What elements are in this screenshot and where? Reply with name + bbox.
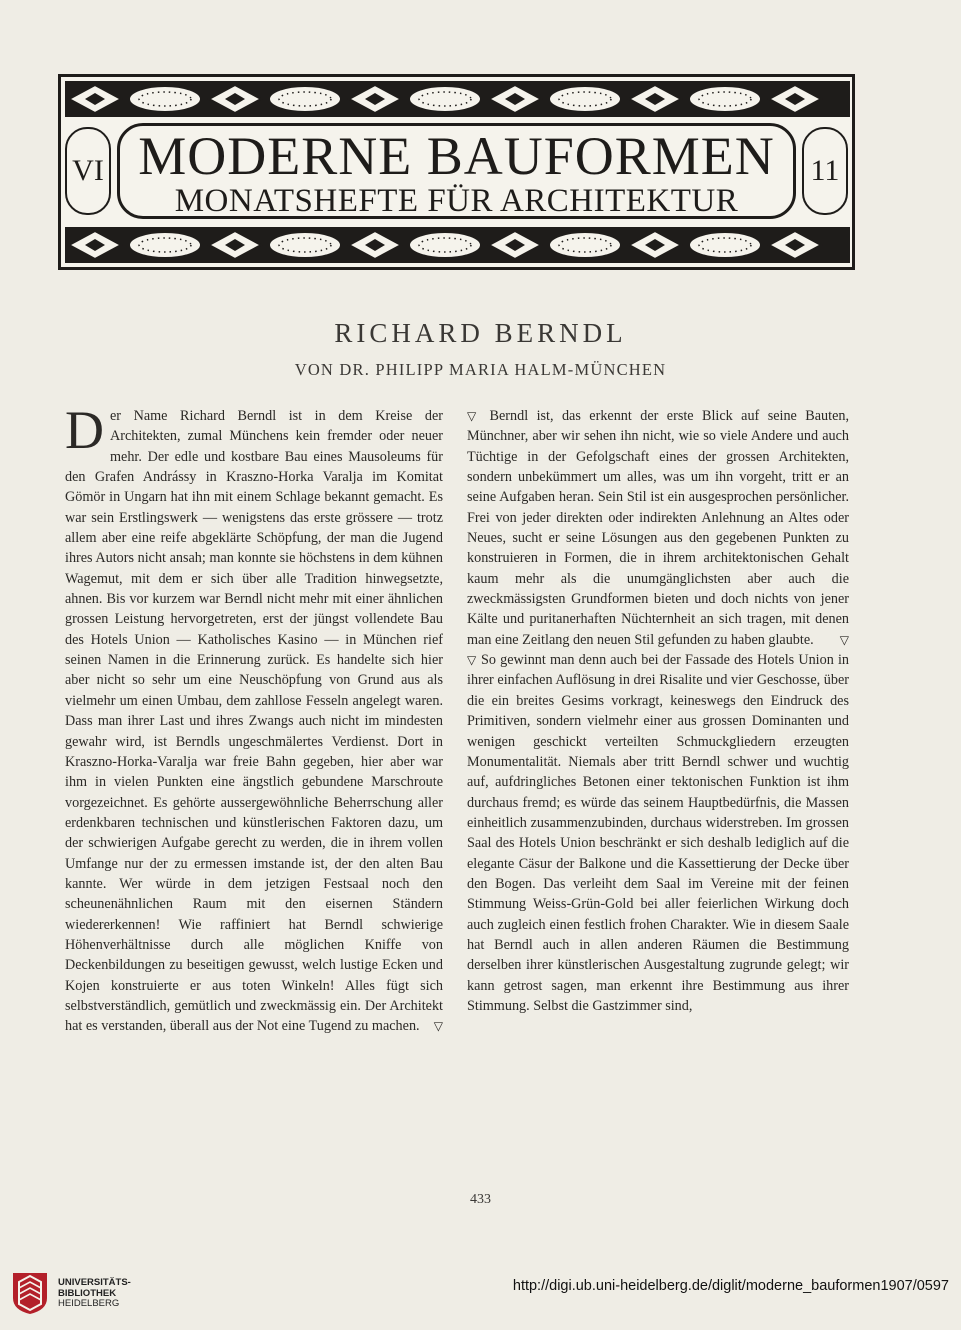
text-column-right [467, 406, 849, 1016]
article-byline: VON DR. PHILIPP MARIA HALM-MÜNCHEN [294, 360, 667, 379]
paragraph [65, 400, 443, 1037]
paragraph-mark: ▽ [467, 409, 482, 423]
drop-cap: D [65, 400, 104, 460]
library-logo [10, 1268, 160, 1318]
ornament-band-top [65, 81, 850, 117]
paragraph-text: Berndl ist, das erkennt der erste Blick auf seine Bauten, Münchner, aber wir sehen ihn nicht, wie so viele Andere und auch Tüchtige in der Gefolgschaft eines der grossen Architekten, sondern unbekümmert um alles, was um ihn vorgeht, tritt er an seine Aufgaben heran. Sein Stil ist ein ausgesprochen persönlicher. Frei von jeder direkten oder indirekten Anlehnung an Altes oder Neues, sucht er seine Lösungen aus den gegebenen Punkten zu konstruieren in Formen, die in ihrem architektonischen Gehalt kaum mehr als die unumgänglichsten aber auch die zweckmässigsten Grundformen bieten und doch nichts von jener Kälte und puritanerhaften Nüchternheit an sich tragen, mit denen man eine Zeitlang den neuen Stil gefunden zu haben glaubte. [467, 408, 850, 648]
paragraph-end-mark: ▽ [433, 1019, 443, 1034]
text-column-left [65, 400, 443, 1037]
paragraph-text: So gewinnt man denn auch bei der Fassade des Hotels Union in ihrer einfachen Auflösung in drei Risalite und vier Geschosse, über die ein breites Gesims vorkragt, keineswegs den Eindruck des Primitiven, sondern vielmehr einer aus grossen Dominanten und wenigen geschickt verteilten Schmuckgliedern erzeugten Monumentalität. Niemals aber tritt Berndl schwer und wuchtig auf, aufdringliches Betonen einer tektonischen Funktion ist ihm durchaus fremd; es würde das seinem Hauptbedürfnis, die Massen einheitlich zusammenzubinden, durchaus widerstreben. Im grossen Saal des Hotels Union beschränkt er sich deshalb lediglich auf die elegante Cäsur der Balkone und die Kassettierung der Decke über den Bogen. Das verleiht dem Saal im Vereine mit der feinen Stimmung Weiss-Grün-Gold bei aller feierlichen Wirkung doch auch zugleich einen festlich frohen Charakter. Wie in diesem Saale hat Berndl auch in allen anderen Räumen die Bestimmung derselben ihrer künstlerischen Ausgestaltung zugrunde gelegt; wir kann getrost sagen, man erkennt ihre Bestimmung aus ihrer Stimmung. Selbst die Gastzimmer sind, [467, 652, 849, 1014]
library-name-line: UNIVERSITÄTS- [58, 1277, 131, 1288]
paragraph-end-mark: ▽ [839, 632, 849, 647]
journal-title-box [117, 123, 796, 219]
paragraph [467, 406, 849, 650]
page-number: 433 [470, 1192, 491, 1207]
ornament-band-bottom [65, 227, 850, 263]
volume-number: VI [65, 127, 111, 215]
paragraph [467, 650, 849, 1016]
masthead [58, 74, 855, 270]
library-crest-icon [10, 1270, 50, 1316]
source-url[interactable]: http://digi.ub.uni-heidelberg.de/diglit/moderne_bauformen1907/0597 [512, 1278, 949, 1294]
article-title: RICHARD BERNDL [334, 318, 627, 348]
journal-subtitle: MONATSHEFTE FÜR ARCHITEKTUR [174, 183, 739, 219]
library-name-line: HEIDELBERG [58, 1298, 120, 1309]
library-name-line: BIBLIOTHEK [58, 1287, 117, 1299]
paragraph-text: er Name Richard Berndl ist in dem Kreise der Architekten, zumal Münchens kein fremder oder neuer mehr. Der edle und kostbare Bau eines Mausoleums für den Grafen Andrássy in Kraszno-Horka Varalja im Komitat Gömör in Ungarn hat ihn mit einem Schlage bekannt gemacht. Es war sein Erstlingswerk — wenigstens das erste grössere — trotz allem aber eine reife abgeklärte Schöpfung, der man die Jugend ihres Autors nicht ansah; man konnte sie höchstens in dem kühnen Wagemut, mit dem er sich über alle Tradition hinwegsetzte, ahnen. Bis vor kurzem war Berndl nicht mehr mit einer ähnlichen grossen Leistung hervorgetreten, erst der jüngst vollendete Bau des Hotels Union — Katholisches Kasino — in München rief seinen Namen in die Erinnerung zurück. Es handelte sich hier aber nicht so sehr um eine Neuschöpfung von Grund aus als vielmehr um einen Umbau, dem zahllose Fesseln angelegt waren. Dass man ihrer Last und ihres Zwangs auch nicht im mindesten gewahr wird, ist Berndls ungeschmälertes Verdienst. Dort in Kraszno-Horka-Varalja war freie Bahn gegeben, hier aber war ihm in vielen Punkten eine ängstlich gebundene Marschroute vorgezeichnet. Es gehörte aussergewöhnliche Beherrschung aller erdenkbaren technischen und künstlerischen Faktoren dazu, um der schwierigen Aufgabe gerecht zu werden, die in ihrem vollen Umfange nur der zu ermessen imstande ist, der den alten Bau kannte. Wer würde in dem jetzigen Festsaal noch den scheunenähnlichen Raum mit den eisernen Ständern wiedererkennen! Wie raffiniert hat Berndl schwierige Höhenverhältnisse durch alle möglichen Kniffe von Deckenbildungen zu beseitigen gewusst, welch lustige Ecken und Kojen konstruierte er aus toten Winkeln! Alles fügt sich selbstverständlich, gemütlich und zweckmässig ein. Der Architekt hat es verstanden, überall aus der Not eine Tugend zu machen. [65, 408, 443, 1035]
paragraph-mark: ▽ [467, 653, 477, 668]
journal-title: MODERNE BAUFORMEN [138, 126, 775, 186]
library-name [58, 1278, 131, 1310]
issue-number: 11 [802, 127, 848, 215]
